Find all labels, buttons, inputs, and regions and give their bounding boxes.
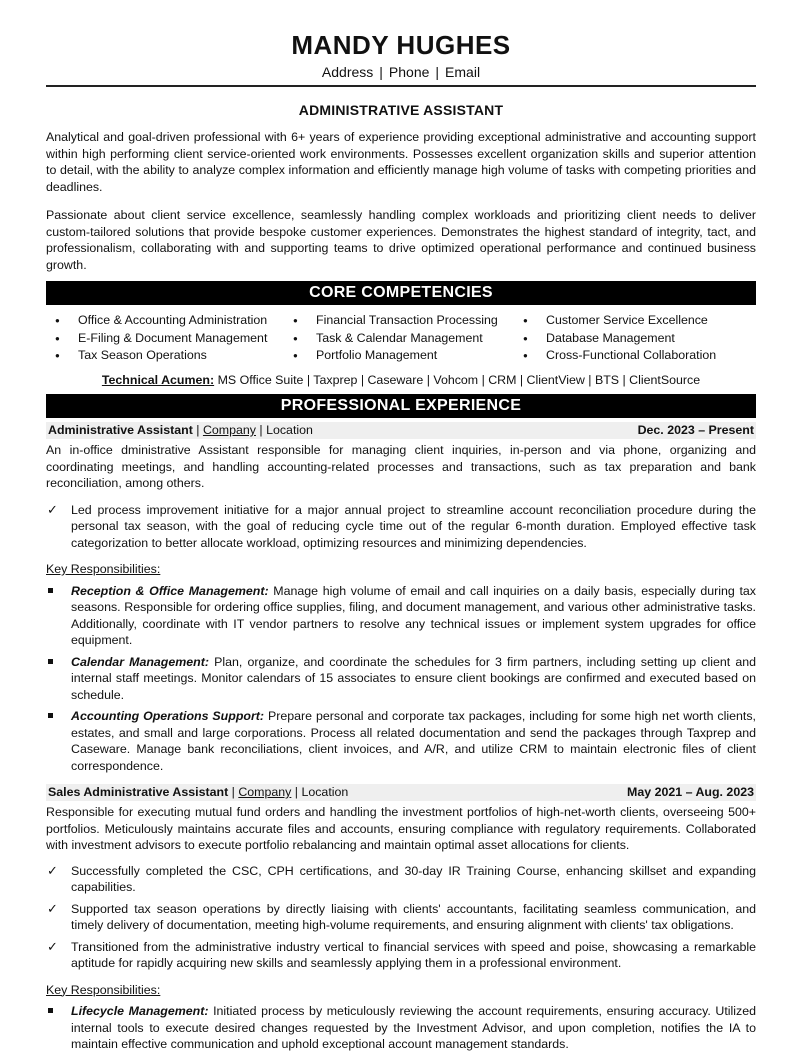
achievements-list <box>46 502 756 552</box>
competencies-column <box>46 312 284 365</box>
candidate-name: MANDY HUGHES <box>291 30 511 60</box>
job-company: Company <box>238 785 292 799</box>
resume-title: ADMINISTRATIVE ASSISTANT <box>298 102 504 118</box>
contact-line <box>46 63 756 81</box>
section-heading-core-competencies: CORE COMPETENCIES <box>46 281 756 305</box>
key-responsibilities-label: Key Responsibilities: <box>46 982 161 997</box>
header-divider <box>46 85 756 87</box>
competency-item: ● Database Management <box>514 330 756 348</box>
responsibility-lead: Accounting Operations Support: <box>71 709 265 723</box>
resume-page <box>46 30 756 1053</box>
job-company: Company <box>202 423 256 437</box>
responsibility-lead: Lifecycle Management: <box>71 1004 209 1018</box>
competency-item: ● E-Filing & Document Management <box>46 330 284 348</box>
responsibility-text: Initiated process by meticulously reviewing the account requirements, ensuring accuracy. Utilized internal tools to execute desired changes requested by the Investment Advisor, and upon completion, notifies the IA to maintain effective communication and uphold exceptional account management standards. <box>71 1004 757 1051</box>
competency-item: ● Cross-Functional Collaboration <box>514 347 756 365</box>
achievement-item <box>46 901 756 934</box>
achievement-text: Led process improvement initiative for a major annual project to streamline account reconciliation procedure during the personal tax season, with the goal of reducing cycle time out of the regular 6-month duration. Employed effective task categorization to better allocate workload, optimizing resources and minimizing dependencies. <box>71 502 756 550</box>
checkmark-icon: ✓ <box>47 862 58 878</box>
technical-acumen <box>46 372 756 389</box>
competency-item: ● Customer Service Excellence <box>514 312 756 330</box>
job-dates: Dec. 2023 – Present <box>637 423 754 437</box>
competency-item: ● Task & Calendar Management <box>284 330 514 348</box>
achievement-text: Supported tax season operations by directly liaising with clients' accountants, facilitating seamless communication, and timely delivery of documentation, meeting high-volume requirements, and ensuring alignment with clients' tax obligations. <box>71 901 756 932</box>
technical-acumen-list: MS Office Suite | Taxprep | Caseware | Vohcom | CRM | ClientView | BTS | ClientSource <box>217 372 701 387</box>
square-bullet-icon <box>48 588 53 593</box>
responsibility-lead: Reception & Office Management: <box>71 583 269 598</box>
achievements-list <box>46 863 756 972</box>
job-location: Location <box>266 423 313 437</box>
contact-separator: | <box>379 64 383 80</box>
competency-item: ● Office & Accounting Administration <box>46 312 284 330</box>
responsibility-item <box>46 1003 756 1053</box>
responsibility-lead: Calendar Management: <box>71 654 209 669</box>
achievement-text: Transitioned from the administrative industry vertical to financial services with speed and poise, showcasing a remarkable aptitude for rapidly acquiring new skills and seamlessly applying them in a professional environment. <box>71 939 756 970</box>
square-bullet-icon <box>48 659 53 664</box>
responsibility-text: Plan, organize, and coordinate the schedules for 3 firm partners, including setting up client and internal staff meetings. Monitor calendars of 15 associates to ensure client bookings are confirmed and executed based on schedule. <box>71 654 756 702</box>
square-bullet-icon <box>48 1008 53 1013</box>
responsibility-item <box>46 654 756 704</box>
job-header <box>46 422 756 439</box>
contact-email: Email <box>445 64 481 80</box>
competencies-column <box>284 312 514 365</box>
job-role: Sales Administrative Assistant <box>48 785 229 799</box>
key-responsibilities-label: Key Responsibilities: <box>46 562 161 576</box>
responsibilities-list <box>46 1003 756 1053</box>
competencies-column <box>514 312 756 365</box>
competencies-grid <box>46 312 756 365</box>
section-heading-professional-experience: PROFESSIONAL EXPERIENCE <box>46 394 756 418</box>
job-heading-left: Administrative Assistant | Company | Location <box>48 423 313 437</box>
responsibility-item <box>46 583 756 649</box>
responsibility-text: Prepare personal and corporate tax packages, including for some high net worth clients, estates, and small and large corporations. Process all related documentation and send the packages through Taxprep and Caseware. Manage bank reconciliations, client invoices, and A/R, and utilize CRM to maintain electronic files of client correspondence. <box>71 709 756 773</box>
square-bullet-icon <box>48 713 53 718</box>
achievement-item <box>46 939 756 972</box>
job-heading-left: Sales Administrative Assistant | Company | Location <box>48 785 349 799</box>
competency-item: ● Financial Transaction Processing <box>284 312 514 330</box>
job-header <box>46 784 756 801</box>
responsibility-item <box>46 708 756 774</box>
achievement-text: Successfully completed the CSC, CPH certifications, and 30-day IR Training Course, enhancing skillset and expanding capabilities. <box>71 863 756 894</box>
contact-phone: Phone <box>388 64 430 80</box>
responsibilities-list <box>46 583 756 775</box>
competency-item: ● Portfolio Management <box>284 347 514 365</box>
checkmark-icon: ✓ <box>47 938 58 954</box>
contact-separator: | <box>435 64 440 80</box>
achievement-item <box>46 502 756 552</box>
job-location: Location <box>301 785 349 799</box>
responsibility-text: Manage high volume of email and call inquiries on a daily basis, especially during tax seasons. Responsible for ordering office supplies, filing, and document management, and various other administrative tasks. Additionally, coordinate with IT vendor partners to resolve any technical issues or implement system upgrades for office equipment. <box>71 583 756 647</box>
competency-item: ● Tax Season Operations <box>46 347 284 365</box>
checkmark-icon: ✓ <box>47 501 58 517</box>
technical-acumen-label: Technical Acumen: <box>101 372 215 387</box>
job-dates: May 2021 – Aug. 2023 <box>627 785 754 799</box>
achievement-item <box>46 863 756 896</box>
summary-paragraph: Analytical and goal-driven professional with 6+ years of experience providing exceptional administrative and accounting support within high performing client service-oriented work environments. Possesses excellent organization skills and superior attention to detail, with the ability to analyze complex information and efficiently manage high volume of tasks with competing priorities and deadlines. <box>46 130 756 194</box>
job-description: Responsible for executing mutual fund orders and handling the investment portfolios of high-net-worth clients, overseeing 500+ portfolios. Meticulously maintains accurate files and accounts, ensuring compliance with regulatory requirements. Collaborated with investment advisors to execute portfolio rebalancing and maintain optimal asset allocations for clients. <box>46 805 756 852</box>
checkmark-icon: ✓ <box>47 900 58 916</box>
job-description: An in-office dministrative Assistant responsible for managing client inquiries, in-person and via phone, organizing and coordinating meetings, and handling accounting-related processes and transactions, such as tax preparation and bank reconciliation, among others. <box>46 443 756 490</box>
contact-address: Address <box>321 64 374 80</box>
job-role: Administrative Assistant <box>48 423 193 437</box>
summary-paragraph: Passionate about client service excellence, seamlessly handling complex workloads and prioritizing client needs to deliver custom-tailored solutions that provide bespoke customer experiences. Demonstrates the highest standard of integrity, tact, and professionalism, collaborating with and supporting teams to drive optimized operational performance and continued business growth. <box>46 208 756 272</box>
